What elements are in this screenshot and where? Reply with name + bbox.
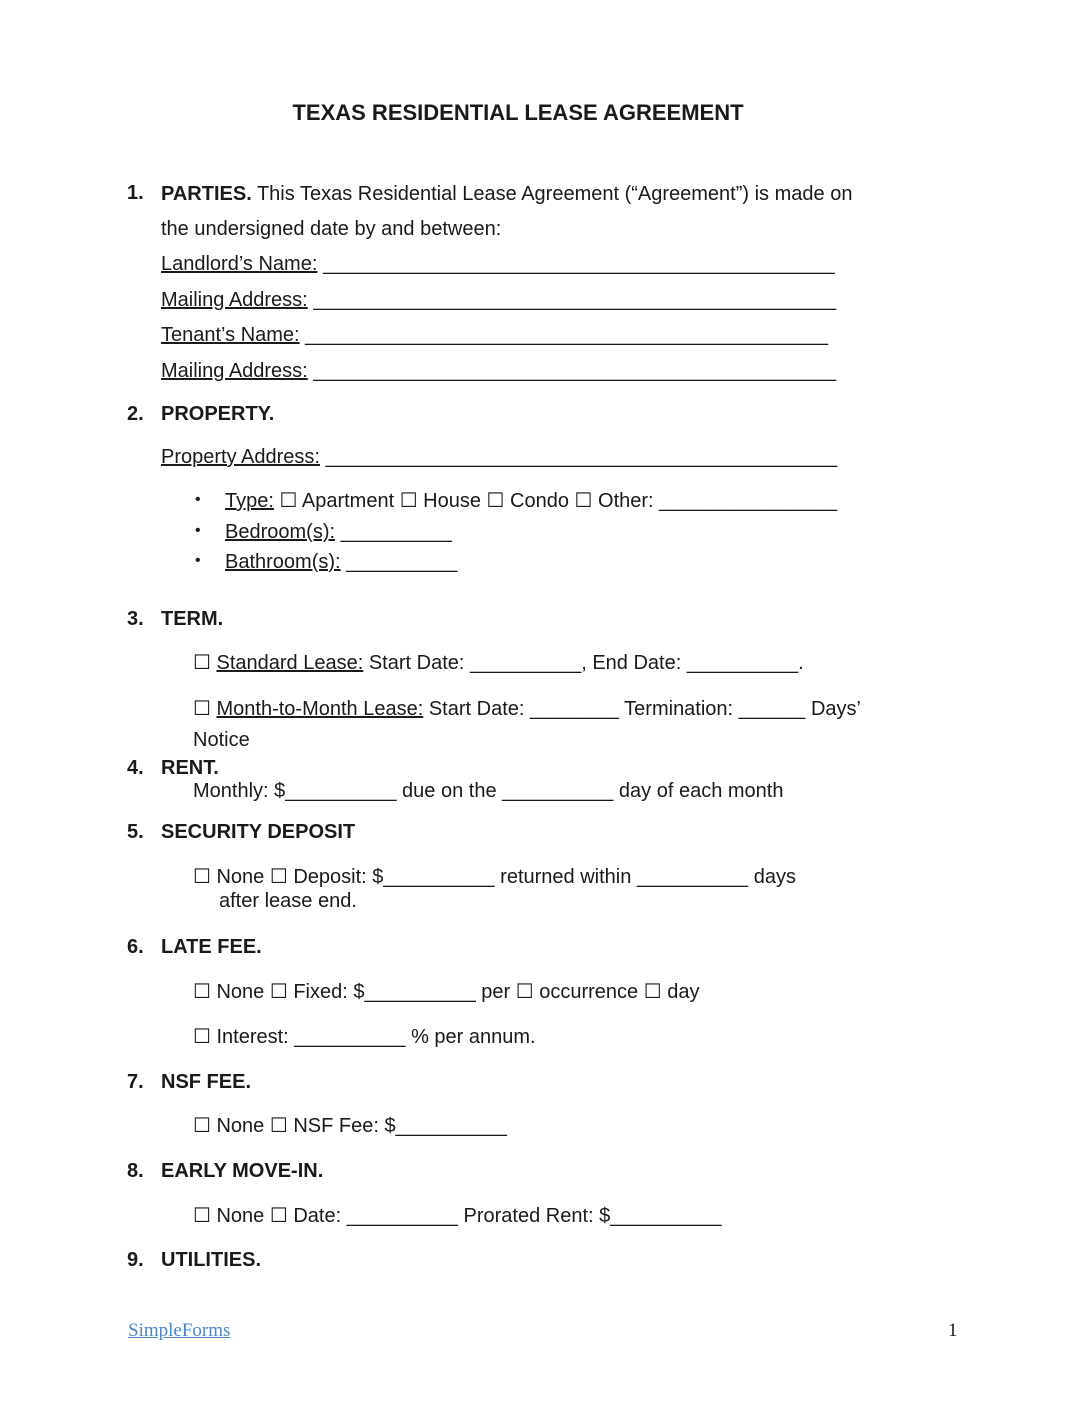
section-1-intro-text: This Texas Residential Lease Agreement (“Agreement”) is made on	[256, 183, 853, 205]
section-2-heading: PROPERTY.	[161, 403, 275, 425]
month-lease-label: Month-to-Month Lease:	[216, 698, 424, 720]
standard-lease-dates[interactable]: Start Date: __________, End Date: __________.	[368, 652, 804, 674]
bathrooms-field[interactable]	[225, 550, 457, 574]
bullet-icon: •	[195, 552, 201, 569]
landlord-name-field[interactable]	[161, 252, 835, 276]
late-fee-interest-line[interactable]: ☐ Interest: __________ % per annum.	[193, 1026, 536, 1048]
tenant-name-field[interactable]	[161, 323, 828, 347]
month-lease-checkbox[interactable]: ☐	[193, 698, 211, 720]
standard-lease-option[interactable]	[193, 651, 804, 675]
property-type-label: Type:	[225, 490, 274, 512]
section-5-number: 5.	[127, 821, 144, 843]
section-8-number: 8.	[127, 1160, 144, 1182]
standard-lease-checkbox[interactable]: ☐	[193, 652, 211, 674]
landlord-address-label: Mailing Address:	[161, 289, 308, 311]
section-4-heading: RENT.	[161, 757, 219, 779]
section-7-number: 7.	[127, 1071, 144, 1093]
section-8-heading: EARLY MOVE-IN.	[161, 1160, 324, 1182]
month-lease-cont: Notice	[193, 729, 250, 751]
early-move-in-line[interactable]: ☐ None ☐ Date: __________ Prorated Rent: $__________	[193, 1205, 722, 1227]
bullet-icon: •	[195, 491, 201, 508]
simpleforms-link[interactable]: SimpleForms	[128, 1320, 231, 1341]
section-4-number: 4.	[127, 757, 144, 779]
tenant-address-label: Mailing Address:	[161, 360, 308, 382]
bathrooms-label: Bathroom(s):	[225, 551, 341, 573]
section-3-number: 3.	[127, 608, 144, 630]
tenant-name-blank[interactable]: _______________________________________________	[305, 324, 828, 346]
section-2-number: 2.	[127, 403, 144, 425]
section-1-intro-cont: the undersigned date by and between:	[161, 218, 502, 240]
section-6-number: 6.	[127, 936, 144, 958]
section-9-heading: UTILITIES.	[161, 1249, 261, 1271]
landlord-name-label: Landlord’s Name:	[161, 253, 318, 275]
bedrooms-field[interactable]	[225, 520, 452, 544]
landlord-address-field[interactable]	[161, 288, 836, 312]
section-1-intro	[161, 182, 852, 206]
late-fee-line[interactable]: ☐ None ☐ Fixed: $__________ per ☐ occurrence ☐ day	[193, 981, 700, 1003]
section-9-number: 9.	[127, 1249, 144, 1271]
landlord-address-blank[interactable]: _______________________________________________	[313, 289, 837, 311]
section-7-heading: NSF FEE.	[161, 1071, 252, 1093]
page-title: TEXAS RESIDENTIAL LEASE AGREEMENT	[292, 100, 744, 125]
property-type-options[interactable]: ☐ Apartment ☐ House ☐ Condo ☐ Other: ________________	[279, 490, 838, 512]
property-address-blank[interactable]: ______________________________________________	[325, 446, 838, 468]
section-5-heading: SECURITY DEPOSIT	[161, 821, 356, 843]
section-3-heading: TERM.	[161, 608, 224, 630]
rent-line[interactable]: Monthly: $__________ due on the __________ day of each month	[193, 780, 784, 802]
section-1-heading: PARTIES.	[161, 183, 252, 205]
month-lease-dates[interactable]: Start Date: ________ Termination: ______ Days’	[428, 698, 861, 720]
bathrooms-blank[interactable]: __________	[346, 551, 458, 573]
property-address-label: Property Address:	[161, 446, 320, 468]
month-lease-option[interactable]	[193, 697, 861, 721]
property-address-field[interactable]	[161, 445, 837, 469]
landlord-name-blank[interactable]: ______________________________________________	[322, 253, 835, 275]
page-number: 1	[948, 1320, 958, 1341]
standard-lease-label: Standard Lease:	[216, 652, 364, 674]
tenant-address-blank[interactable]: _______________________________________________	[313, 360, 837, 382]
deposit-line[interactable]: ☐ None ☐ Deposit: $__________ returned within __________ days	[193, 866, 796, 888]
section-6-heading: LATE FEE.	[161, 936, 262, 958]
bedrooms-blank[interactable]: __________	[340, 521, 452, 543]
bedrooms-label: Bedroom(s):	[225, 521, 336, 543]
property-type-field[interactable]	[225, 489, 837, 513]
nsf-fee-line[interactable]: ☐ None ☐ NSF Fee: $__________	[193, 1115, 507, 1137]
tenant-address-field[interactable]	[161, 359, 836, 383]
bullet-icon: •	[195, 522, 201, 539]
section-1-number: 1.	[127, 182, 144, 204]
deposit-line-cont: after lease end.	[219, 890, 357, 912]
tenant-name-label: Tenant’s Name:	[161, 324, 300, 346]
